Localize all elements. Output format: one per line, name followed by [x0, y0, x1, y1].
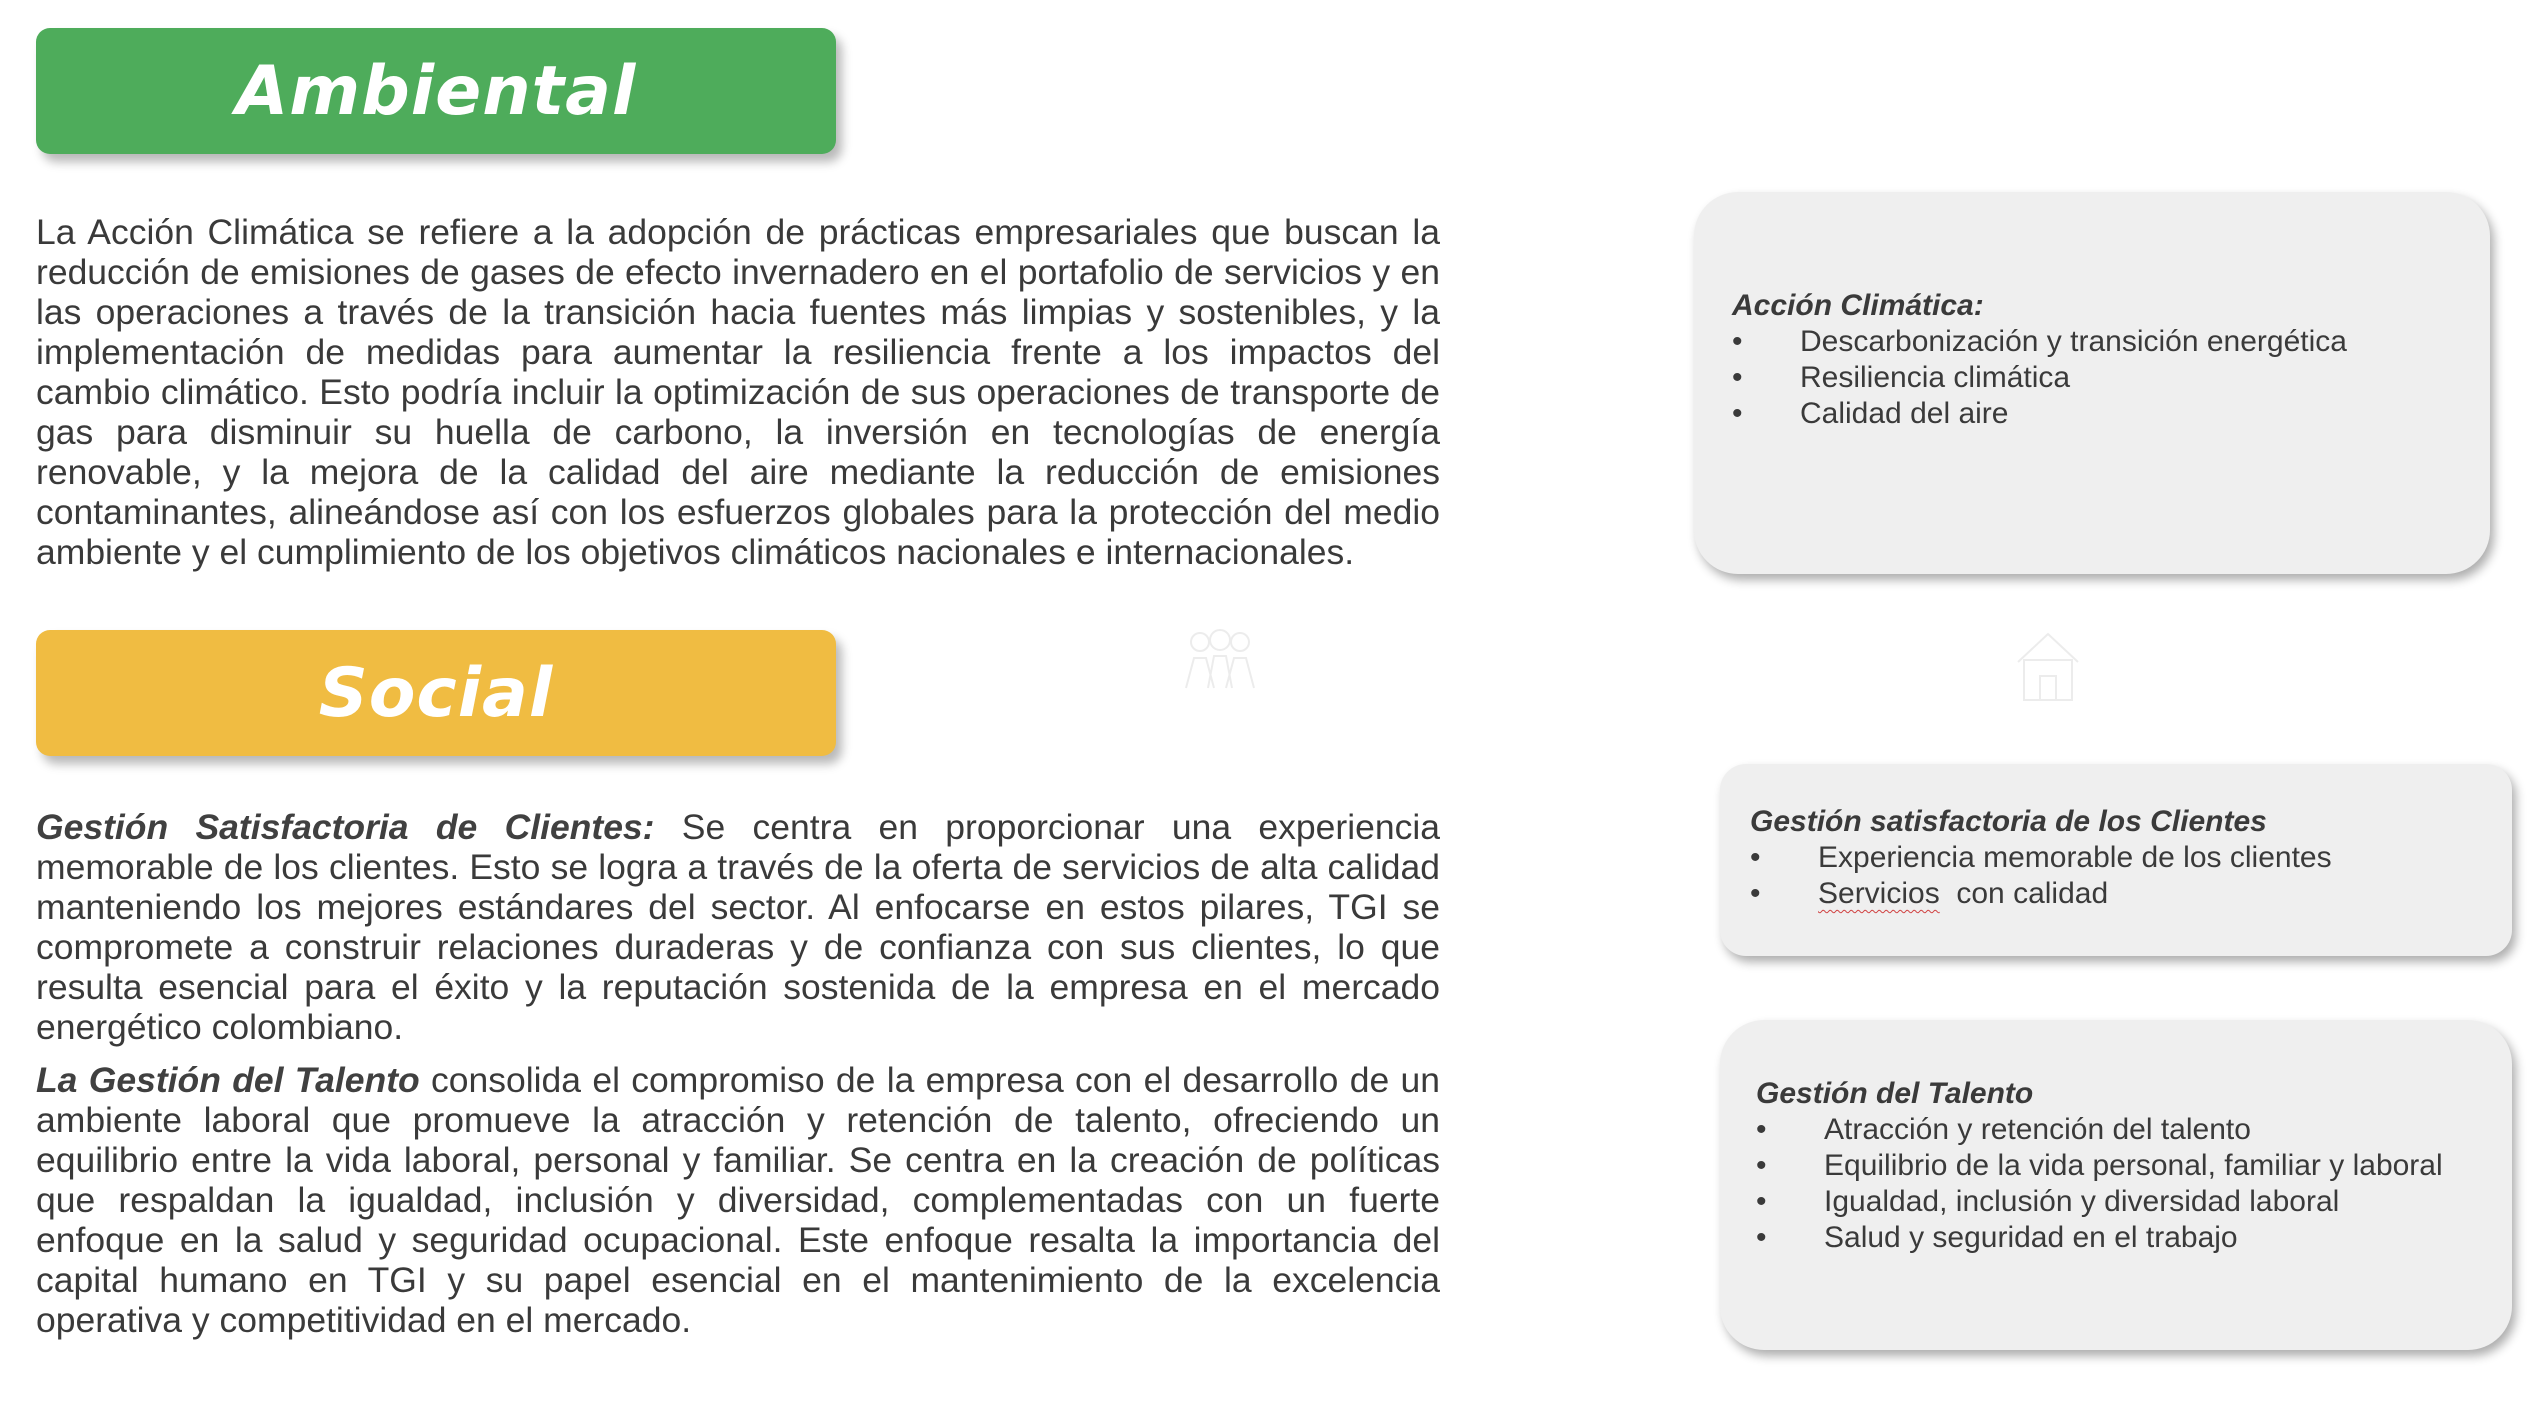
clients-list [1750, 840, 2476, 912]
list-item: • Equilibrio de la vida personal, familiar y laboral [1756, 1149, 2443, 1182]
social-banner [36, 630, 836, 756]
talent-paragraph [36, 1060, 1440, 1340]
environmental-banner [36, 28, 836, 154]
clients-paragraph [36, 807, 1440, 1047]
clients-card [1720, 764, 2512, 956]
people-outline-icon [1180, 628, 1260, 692]
climate-action-card [1694, 192, 2490, 574]
social-heading: Social [318, 653, 554, 733]
list-item: • Atracción y retención del talento [1756, 1113, 2251, 1146]
house-outline-icon [2012, 628, 2084, 704]
list-item: • Servicios con calidad [1750, 877, 2109, 910]
list-item: • Salud y seguridad en el trabajo [1756, 1221, 2238, 1254]
spellcheck-word: Servicios [1818, 877, 1940, 910]
environmental-heading: Ambiental [235, 51, 637, 131]
talent-card [1720, 1020, 2512, 1350]
list-item: • Resiliencia climática [1732, 361, 2071, 394]
climate-action-card-title: Acción Climática: [1732, 289, 1984, 322]
clients-paragraph-lead: Gestión Satisfactoria de Clientes: [36, 807, 655, 847]
climate-action-list [1732, 324, 2454, 432]
clients-paragraph-body: Se centra en proporcionar una experiencia memorable de los clientes. Esto se logra a través de la oferta de servicios de alta calidad manteniendo los mejores estándares del sector. Al enfocarse en estos pilares, TGI se compromete a construir relaciones duraderas y de confianza con sus clientes, lo que resulta esencial para el éxito y la reputación sostenida de la empresa en el mercado energético colombiano. [36, 807, 1440, 1047]
talent-list [1756, 1112, 2476, 1256]
talent-paragraph-lead: La Gestión del Talento [36, 1060, 420, 1100]
list-item: • Calidad del aire [1732, 397, 2009, 430]
list-item: • Igualdad, inclusión y diversidad laboral [1756, 1185, 2340, 1218]
talent-paragraph-body: consolida el compromiso de la empresa con el desarrollo de un ambiente laboral que promueve la atracción y retención de talento, ofreciendo un equilibrio entre la vida laboral, personal y familiar. Se centra en la creación de políticas que respaldan la igualdad, inclusión y diversidad, complementadas con un fuerte enfoque en la salud y seguridad ocupacional. Este enfoque resalta la importancia del capital humano en TGI y su papel esencial en el mantenimiento de la excelencia operativa y competitividad en el mercado. [36, 1060, 1441, 1340]
talent-card-title: Gestión del Talento [1756, 1077, 2034, 1110]
clients-card-title: Gestión satisfactoria de los Clientes [1750, 805, 2267, 838]
list-item: • Experiencia memorable de los clientes [1750, 841, 2332, 874]
climate-action-paragraph: La Acción Climática se refiere a la adopción de prácticas empresariales que buscan la reducción de emisiones de gases de efecto invernadero en el portafolio de servicios y en las operaciones a través de la transición hacia fuentes más limpias y sostenibles, y la implementación de medidas para aumentar la resiliencia frente a los impactos del cambio climático. Esto podría incluir la optimización de sus operaciones de transporte de gas para disminuir su huella de carbono, la inversión en tecnologías de energía renovable, y la mejora de la calidad del aire mediante la reducción de emisiones contaminantes, alineándose así con los esfuerzos globales para la protección del medio ambiente y el cumplimiento de los objetivos climáticos nacionales e internacionales. [36, 212, 1440, 572]
list-item: • Descarbonización y transición energética [1732, 325, 2347, 358]
